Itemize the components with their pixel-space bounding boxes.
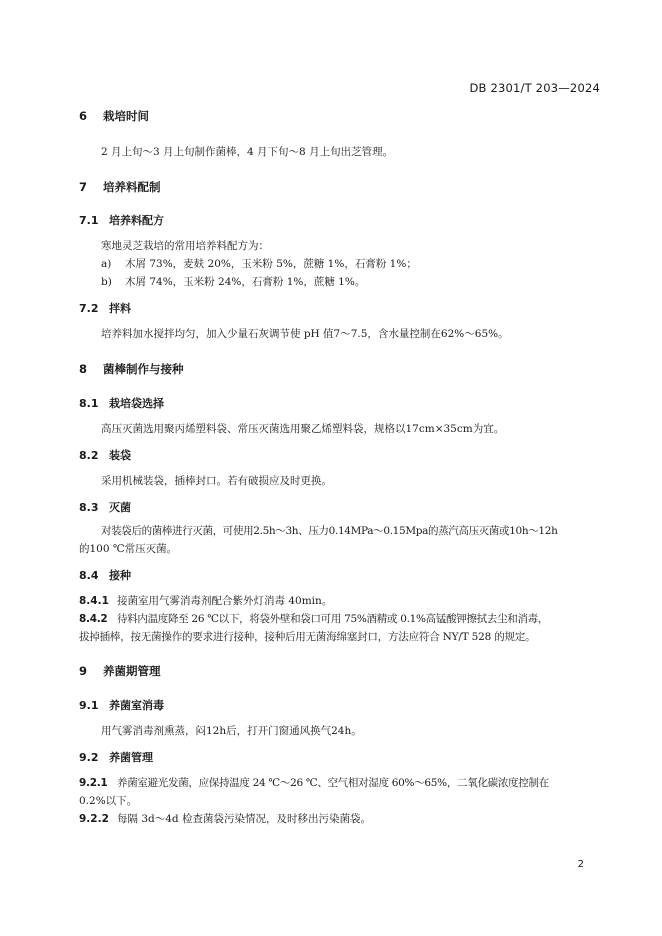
section-number: 8.4 bbox=[79, 569, 99, 582]
paragraph: 用气雾消毒剂熏蒸，闷12h后，打开门窗通风换气24h。 bbox=[101, 725, 362, 737]
paragraph: 2 月上旬～3 月上旬制作菌棒，4 月下旬～8 月上旬出芝管理。 bbox=[101, 146, 394, 158]
section-number: 7.1 bbox=[79, 214, 99, 227]
list-label: b) bbox=[101, 276, 112, 288]
list-label: a) bbox=[101, 258, 112, 270]
section-number: 8 bbox=[79, 362, 88, 376]
paragraph: 寒地灵芝栽培的常用培养料配方为： bbox=[101, 240, 269, 252]
section-8-heading bbox=[79, 361, 184, 377]
clause-text: 接菌室用气雾消毒剂配合紫外灯消毒 40min。 bbox=[117, 595, 333, 607]
section-7-2-heading bbox=[79, 300, 131, 316]
section-7-heading bbox=[79, 179, 161, 195]
section-title: 接种 bbox=[109, 569, 131, 582]
section-9-1-heading bbox=[79, 697, 164, 713]
clause-number: 8.4.1 bbox=[79, 595, 109, 607]
section-number: 7.2 bbox=[79, 302, 99, 315]
paragraph: 采用机械装袋，插棒封口。若有破损应及时更换。 bbox=[101, 475, 332, 487]
section-8-3-heading bbox=[79, 499, 131, 515]
paragraph: 高压灭菌选用聚丙烯塑料袋、常压灭菌选用聚乙烯塑料袋，规格以17cm×35cm为宜。 bbox=[101, 423, 505, 435]
clause-number: 9.2.1 bbox=[79, 777, 108, 789]
clause-9-2-1 bbox=[79, 775, 549, 790]
section-9-2-heading bbox=[79, 749, 153, 765]
section-6-heading bbox=[79, 108, 149, 124]
section-number: 9.2 bbox=[79, 751, 99, 764]
section-title: 装袋 bbox=[109, 449, 131, 462]
list-text: 木屑 74%，玉米粉 24%，石膏粉 1%，蔗糖 1%。 bbox=[125, 276, 366, 288]
page-number: 2 bbox=[577, 859, 584, 870]
section-9-heading bbox=[79, 663, 161, 679]
standard-code-header: DB 2301/T 203—2024 bbox=[469, 81, 600, 95]
paragraph-line: 对装袋后的菌棒进行灭菌，可使用2.5h～3h、压力0.14MPa～0.15Mpa的蒸汽高压灭菌或10h～12h bbox=[101, 525, 558, 537]
section-title: 灭菌 bbox=[109, 501, 131, 514]
clause-9-2-2 bbox=[79, 811, 371, 826]
section-number: 6 bbox=[79, 109, 88, 123]
section-title: 培养料配制 bbox=[103, 180, 161, 194]
clause-number: 8.4.2 bbox=[79, 613, 108, 625]
section-title: 菌棒制作与接种 bbox=[103, 362, 184, 376]
clause-text: 待料内温度降至 26 ℃以下，将袋外壁和袋口可用 75%酒精或 0.1%高锰酸钾擦拭去尘和消毒， bbox=[117, 613, 549, 625]
section-number: 9 bbox=[79, 664, 88, 678]
section-number: 8.3 bbox=[79, 501, 99, 514]
section-title: 养菌室消毒 bbox=[109, 699, 164, 712]
section-number: 9.1 bbox=[79, 699, 99, 712]
section-title: 拌料 bbox=[109, 302, 131, 315]
section-number: 8.1 bbox=[79, 397, 99, 410]
paragraph-line: 0.2%以下。 bbox=[79, 795, 138, 807]
section-number: 8.2 bbox=[79, 449, 99, 462]
clause-text: 每隔 3d～4d 检查菌袋污染情况，及时移出污染菌袋。 bbox=[117, 813, 371, 825]
list-item bbox=[101, 256, 417, 271]
clause-8-4-1 bbox=[79, 593, 332, 608]
paragraph-line: 的100 ℃常压灭菌。 bbox=[79, 543, 178, 555]
list-item bbox=[101, 274, 365, 289]
section-7-1-heading bbox=[79, 212, 164, 228]
paragraph-line: 拔掉插棒，按无菌操作的要求进行接种，接种后用无菌海绵塞封口，方法应符合 NY/T 528 的规定。 bbox=[79, 631, 536, 643]
section-title: 培养料配方 bbox=[109, 214, 164, 227]
section-number: 7 bbox=[79, 180, 88, 194]
clause-text: 养菌室避光发菌，应保持温度 24 ℃～26 ℃、空气相对湿度 60%～65%，二氧化碳浓度控制在 bbox=[117, 777, 549, 789]
clause-number: 9.2.2 bbox=[79, 813, 109, 825]
section-title: 栽培袋选择 bbox=[109, 397, 164, 410]
section-8-2-heading bbox=[79, 447, 131, 463]
section-8-4-heading bbox=[79, 567, 131, 583]
clause-8-4-2 bbox=[79, 611, 548, 626]
paragraph: 培养料加水搅拌均匀，加入少量石灰调节使 pH 值7～7.5，含水量控制在62%～65%。 bbox=[101, 328, 509, 340]
section-title: 养菌期管理 bbox=[103, 664, 161, 678]
section-title: 栽培时间 bbox=[103, 109, 149, 123]
section-8-1-heading bbox=[79, 395, 164, 411]
section-title: 养菌管理 bbox=[109, 751, 153, 764]
list-text: 木屑 73%，麦麸 20%，玉米粉 5%，蔗糖 1%，石膏粉 1%； bbox=[125, 258, 417, 270]
